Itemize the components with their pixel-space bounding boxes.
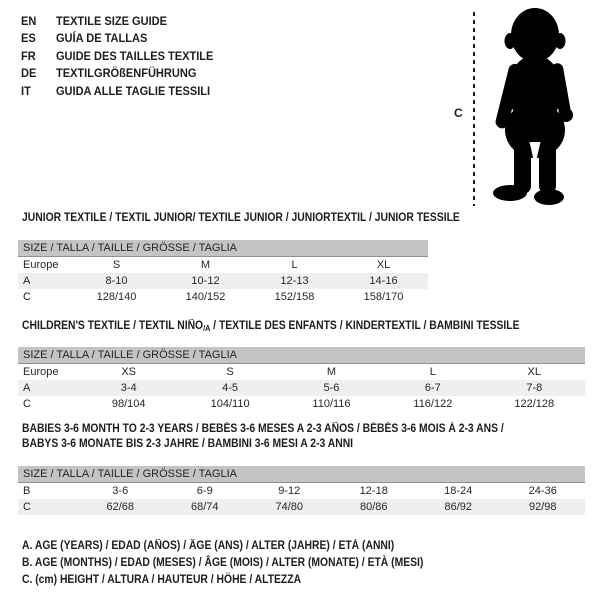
size-value: 10-12 [161, 273, 250, 289]
row-label: B [23, 485, 31, 497]
size-value: XL [527, 366, 542, 378]
footnote-a: A. AGE (YEARS) / EDAD (AÑOS) / ÂGE (ANS) / ALTER (JAHRE) / ETÀ (ANNI) [22, 540, 395, 552]
table-row [18, 483, 585, 500]
table-row [18, 396, 585, 412]
table-row [18, 380, 585, 396]
junior-table-title: JUNIOR TEXTILE / TEXTIL JUNIOR/ TEXTILE JUNIOR / JUNIORTEXTIL / JUNIOR TESSILE [22, 212, 460, 224]
table-row [18, 499, 585, 515]
table-row [18, 257, 428, 274]
size-value: 3-4 [78, 380, 179, 396]
row-label: C [23, 398, 31, 410]
size-value: 128/140 [96, 291, 137, 303]
size-value: 6-7 [382, 380, 483, 396]
size-value: 110/116 [312, 398, 351, 410]
language-title: GUÍA DE TALLAS [55, 31, 148, 46]
children-size-table-grid [18, 347, 585, 412]
footnote-b: B. AGE (MONTHS) / EDAD (MESES) / ÂGE (MOIS) / ALTER (MONATE) / ETÀ (MESI) [22, 557, 424, 570]
children-title-subscript: /A [203, 324, 211, 333]
size-header: SIZE / TALLA / TAILLE / GRÖSSE / TAGLIA [18, 347, 585, 364]
row-label: C [23, 291, 31, 303]
language-code: ES [21, 31, 36, 46]
table-row [18, 273, 428, 289]
children-table-title [22, 319, 520, 336]
size-value: 86/92 [416, 499, 501, 515]
size-header-row [18, 347, 585, 364]
children-size-table [18, 347, 585, 412]
table-row [18, 364, 585, 381]
size-value: 140/152 [185, 291, 226, 303]
babies-table-title [22, 422, 504, 452]
table-row [18, 289, 428, 305]
language-title: GUIDE DES TAILLES TEXTILE [55, 48, 214, 63]
children-title-text: CHILDREN'S TEXTILE / TEXTIL NIÑO [22, 320, 204, 332]
junior-size-table-grid [18, 240, 428, 305]
size-value: 92/98 [501, 499, 586, 515]
size-value: L [429, 366, 436, 378]
size-value: 152/158 [274, 291, 315, 303]
junior-size-table [18, 240, 428, 305]
babies-size-table [18, 466, 585, 515]
size-value: XS [121, 366, 137, 378]
language-title: TEXTILE SIZE GUIDE [55, 14, 167, 28]
size-value: 104/110 [210, 398, 250, 410]
language-code: EN [21, 14, 37, 28]
size-value: 122/128 [514, 398, 555, 410]
size-value: 62/68 [78, 499, 163, 515]
size-value: 12-13 [250, 273, 339, 289]
size-value: 116/122 [413, 398, 453, 410]
size-value: 74/80 [247, 499, 332, 515]
language-code: IT [21, 83, 31, 98]
size-value: 98/104 [111, 398, 146, 410]
size-value: 12-18 [359, 485, 388, 497]
row-label: A [18, 380, 78, 396]
height-measure-label: C [454, 106, 463, 120]
babies-title-line1: BABIES 3-6 MONTH TO 2-3 YEARS / BEBÉS 3-6 MESES A 2-3 AÑOS / BÉBÉS 3-6 MOIS À 2-3 ANS / [22, 423, 504, 435]
row-label: Europe [23, 366, 59, 378]
size-value: L [291, 259, 298, 271]
size-value: 24-36 [528, 485, 557, 497]
language-title: TEXTILGRÖßENFÜHRUNG [55, 66, 197, 81]
size-value: S [112, 259, 121, 271]
size-header: SIZE / TALLA / TAILLE / GRÖSSE / TAGLIA [18, 466, 585, 483]
toddler-silhouette [450, 5, 590, 210]
size-value: 3-6 [112, 485, 129, 497]
size-value: 18-24 [444, 485, 473, 497]
size-value: 8-10 [72, 273, 161, 289]
row-label: C [18, 499, 78, 515]
language-list [21, 13, 213, 100]
babies-title-line2: BABYS 3-6 MONATE BIS 2-3 JAHRE / BAMBINI 3-6 MESI A 2-3 ANNI [22, 438, 354, 450]
size-header-row [18, 466, 585, 483]
size-value: M [200, 259, 211, 271]
size-value: 158/170 [363, 291, 404, 303]
size-value: 6-9 [196, 485, 213, 497]
size-value: 7-8 [484, 380, 585, 396]
size-value: 4-5 [179, 380, 280, 396]
children-title-text: / TEXTILE DES ENFANTS / KINDERTEXTIL / BAMBINI TESSILE [210, 320, 520, 332]
size-value: 80/86 [332, 499, 417, 515]
size-value: 68/74 [163, 499, 248, 515]
size-value: S [226, 366, 234, 378]
language-code: FR [21, 48, 36, 63]
size-header-row [18, 240, 428, 257]
size-value: M [326, 366, 337, 378]
babies-size-table-grid [18, 466, 585, 515]
size-header: SIZE / TALLA / TAILLE / GRÖSSE / TAGLIA [18, 240, 428, 257]
size-value: 9-12 [278, 485, 301, 497]
language-code: DE [21, 66, 37, 81]
size-value: 5-6 [281, 380, 382, 396]
language-title: GUIDA ALLE TAGLIE TESSILI [55, 83, 211, 98]
footnotes [22, 538, 423, 590]
footnote-c: C. (cm) HEIGHT / ALTURA / HAUTEUR / HÖHE / ALTEZZA [22, 574, 302, 587]
size-value: XL [376, 259, 391, 271]
toddler-body [493, 8, 573, 205]
size-value: 14-16 [339, 273, 428, 289]
row-label: A [18, 273, 72, 289]
row-label: Europe [23, 259, 59, 271]
